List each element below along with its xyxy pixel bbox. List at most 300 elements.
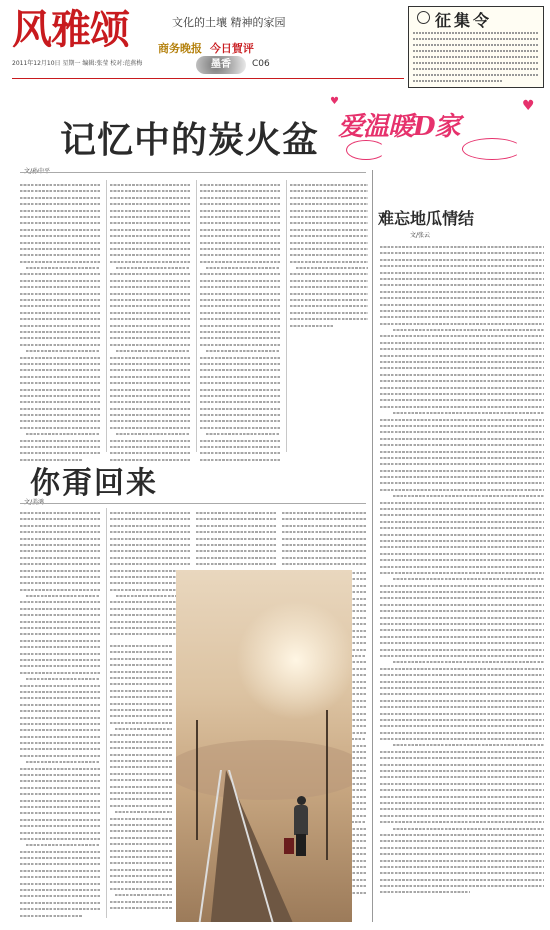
article-2-column-1 [20,512,100,921]
text-line [110,427,190,429]
text-line [380,713,544,715]
text-line [115,894,172,896]
text-line [200,210,280,212]
text-line [110,363,190,365]
text-line [282,531,366,533]
text-line [110,715,172,717]
text-line [380,751,544,753]
text-line [380,278,544,280]
text-line [110,651,172,653]
text-line [110,818,172,820]
text-line [380,489,544,491]
text-line [20,248,100,250]
article-1-column-4 [290,184,368,331]
text-line [20,190,100,192]
text-line [20,915,82,917]
text-line [110,830,172,832]
section-tag: 爱温暖D家 [338,112,460,142]
text-line [200,261,280,263]
person-body [294,805,308,835]
text-line [380,815,544,817]
article-2-rule [20,503,366,504]
text-line [20,401,100,403]
text-line [380,482,544,484]
collection-text-line [413,68,539,70]
text-line [393,744,544,746]
text-line [20,742,100,744]
text-line [380,776,544,778]
text-line [26,678,100,680]
text-line [110,216,190,218]
text-line [380,348,544,350]
text-line [380,534,544,536]
text-line [110,280,190,282]
text-line [290,242,368,244]
text-line [20,369,100,371]
text-line [206,267,280,269]
text-line [200,254,280,256]
text-line [20,299,100,301]
text-line [200,357,280,359]
collection-text-line [413,38,539,40]
text-line [380,891,470,893]
text-line [393,412,544,414]
article-3-byline: 文/张云 [410,232,431,239]
text-line [380,738,544,740]
text-line [380,834,544,836]
text-line [110,824,172,826]
text-line [20,222,100,224]
text-line [290,248,368,250]
text-line [200,273,280,275]
collection-text-line [413,50,539,52]
text-line [110,203,190,205]
text-line [380,597,544,599]
text-line [20,876,100,878]
person-legs [296,834,306,856]
text-line [110,563,190,565]
text-line [380,764,544,766]
text-line [290,216,368,218]
text-line [20,293,100,295]
text-line [380,335,544,337]
text-line [20,723,100,725]
swirl-decoration [462,138,522,160]
text-line [380,566,544,568]
text-line [380,451,544,453]
text-line [196,544,276,546]
text-line [200,229,280,231]
text-line [110,325,190,327]
text-line [380,380,544,382]
text-line [200,369,280,371]
text-line [200,222,280,224]
text-line [20,563,100,565]
text-line [20,525,100,527]
text-line [20,389,100,391]
text-line [282,544,366,546]
heart-icon: ♥ [330,96,339,107]
text-line [200,408,280,410]
text-line [20,857,100,859]
text-line [20,633,100,635]
text-line [20,216,100,218]
text-line [290,222,368,224]
text-line [20,229,100,231]
text-line [200,242,280,244]
text-line [296,267,368,269]
text-line [20,570,100,572]
text-line [20,627,100,629]
text-line [200,376,280,378]
text-line [206,433,280,435]
article-1-column-3 [200,184,280,465]
text-line [196,550,276,552]
text-line [20,717,100,719]
text-line [20,452,100,454]
text-line [20,318,100,320]
article-1-rule [20,172,366,173]
text-line [200,286,280,288]
text-line [20,337,100,339]
text-line [110,518,190,520]
text-line [20,184,100,186]
text-line [110,671,172,673]
text-line [110,792,172,794]
text-line [110,875,172,877]
text-line [380,585,544,587]
text-line [20,870,100,872]
photo-suitcase [284,838,294,854]
text-line [20,665,100,667]
text-line [380,546,544,548]
text-line [20,344,100,346]
text-line [20,697,100,699]
text-line [20,895,100,897]
text-line [20,704,100,706]
text-line [26,761,100,763]
text-line [380,885,544,887]
text-line [282,512,366,514]
column-divider [196,180,197,452]
text-line [110,856,172,858]
text-line [196,563,276,565]
text-line [380,291,544,293]
text-line [200,459,280,461]
photo-pole [196,720,198,840]
text-line [110,734,172,736]
text-line [206,350,280,352]
text-line [200,389,280,391]
text-line [110,184,190,186]
text-line [200,305,280,307]
text-line [110,658,172,660]
text-line [290,318,368,320]
text-line [20,408,100,410]
text-line [290,280,368,282]
text-line [110,197,190,199]
text-line [20,589,100,591]
text-line [380,866,544,868]
text-line [290,203,368,205]
text-line [380,783,544,785]
text-line [380,444,544,446]
text-line [290,254,368,256]
text-line [380,802,544,804]
masthead-brand [158,40,254,56]
text-line [110,843,172,845]
text-line [110,901,172,903]
collection-title: 征集令 [435,11,493,30]
heart-icon: ♥ [522,98,535,114]
text-line [110,881,172,883]
text-line [380,572,544,574]
text-line [20,646,100,648]
text-line [380,623,544,625]
collection-text-line [413,56,539,58]
photo-pole [326,710,328,860]
text-line [380,853,544,855]
text-line [115,728,172,730]
text-line [20,787,100,789]
text-line [20,312,100,314]
text-line [20,863,100,865]
text-line [20,729,100,731]
text-line [380,604,544,606]
text-line [20,640,100,642]
text-line [110,538,190,540]
text-line [380,406,544,408]
text-line [380,470,544,472]
text-line [380,847,544,849]
text-line [110,741,172,743]
text-line [110,420,190,422]
text-line [200,299,280,301]
text-line [20,812,100,814]
brand-name: 商务晚报 [158,42,202,55]
text-line [380,808,544,810]
text-line [200,420,280,422]
text-line [380,431,544,433]
text-line [380,872,544,874]
text-line [20,305,100,307]
text-line [393,661,544,663]
text-line [380,425,544,427]
text-line [380,693,544,695]
text-line [20,395,100,397]
text-line [380,636,544,638]
text-line [20,280,100,282]
text-line [380,393,544,395]
text-line [380,610,544,612]
text-line [380,272,544,274]
collection-text-line [413,32,539,34]
text-line [380,419,544,421]
text-line [110,850,172,852]
text-line [110,446,190,448]
text-line [380,879,544,881]
article-2-title: 你甭回来 [30,466,158,501]
text-line [20,446,100,448]
text-line [20,518,100,520]
text-line [110,293,190,295]
text-line [110,344,190,346]
text-line [200,293,280,295]
text-line [20,261,100,263]
text-line [110,664,172,666]
text-line [380,463,544,465]
text-line [110,747,172,749]
text-line [380,725,544,727]
text-line [20,440,100,442]
text-line [380,246,544,248]
text-line [20,254,100,256]
text-line [110,408,190,410]
article-3-title: 难忘地瓜情结 [378,209,475,228]
text-line [110,798,172,800]
text-line [110,229,190,231]
text-line [290,312,368,314]
article-1-title: 记忆中的炭火盆 [60,119,320,161]
text-line [380,700,544,702]
text-line [20,235,100,237]
text-line [110,869,172,871]
text-line [110,382,190,384]
text-line [20,800,100,802]
text-line [20,659,100,661]
text-line [20,414,100,416]
text-line [20,550,100,552]
text-line [116,350,190,352]
column-divider [106,180,107,452]
article-3-column [380,246,544,898]
text-line [200,414,280,416]
text-line [200,452,280,454]
text-line [20,685,100,687]
article-1-column-1 [20,184,100,465]
column-divider [372,170,373,922]
collection-text-line [413,74,539,76]
text-line [282,525,366,527]
text-line [196,538,276,540]
text-line [290,325,333,327]
text-line [20,902,100,904]
text-line [110,690,172,692]
text-line [380,629,544,631]
text-line [380,297,544,299]
text-line [20,819,100,821]
text-line [26,433,100,435]
text-line [380,757,544,759]
text-line [290,210,368,212]
text-line [20,851,100,853]
text-line [110,550,190,552]
text-line [380,310,544,312]
text-line [20,538,100,540]
text-line [290,190,368,192]
text-line [20,755,100,757]
text-line [20,889,100,891]
text-line [20,780,100,782]
text-line [20,325,100,327]
text-line [20,382,100,384]
text-line [20,614,100,616]
text-line [110,369,190,371]
text-line [380,732,544,734]
text-line [110,722,172,724]
text-line [110,837,172,839]
text-line [110,440,190,442]
text-line [380,840,544,842]
text-line [110,414,190,416]
text-line [380,527,544,529]
text-line [200,395,280,397]
text-line [380,668,544,670]
text-line [200,344,280,346]
text-line [393,329,544,331]
text-line [110,331,190,333]
text-line [200,440,280,442]
text-line [20,601,100,603]
text-line [200,190,280,192]
text-line [380,591,544,593]
text-line [380,796,544,798]
text-line [110,696,172,698]
text-line [380,719,544,721]
text-line [110,683,172,685]
text-line [200,235,280,237]
text-line [380,649,544,651]
text-line [200,312,280,314]
text-line [380,540,544,542]
text-line [26,267,100,269]
text-line [282,518,366,520]
text-line [380,316,544,318]
text-line [196,525,276,527]
text-line [290,235,368,237]
text-line [110,248,190,250]
text-line [20,512,100,514]
text-line [20,793,100,795]
text-line [20,242,100,244]
text-line [20,748,100,750]
text-line [20,768,100,770]
text-line [20,544,100,546]
text-line [26,350,100,352]
text-line [380,367,544,369]
photo-person [292,796,310,856]
text-line [380,860,544,862]
collection-box [408,6,544,88]
text-line [20,825,100,827]
text-line [380,476,544,478]
text-line [380,323,544,325]
text-line [200,325,280,327]
text-line [110,312,190,314]
text-line [380,304,544,306]
text-line [20,376,100,378]
text-line [290,229,368,231]
text-line [20,838,100,840]
text-line [380,284,544,286]
text-line [20,908,100,910]
text-line [110,337,190,339]
text-line [200,203,280,205]
text-line [380,655,544,657]
text-line [393,578,544,580]
text-line [110,709,172,711]
text-line [20,832,100,834]
